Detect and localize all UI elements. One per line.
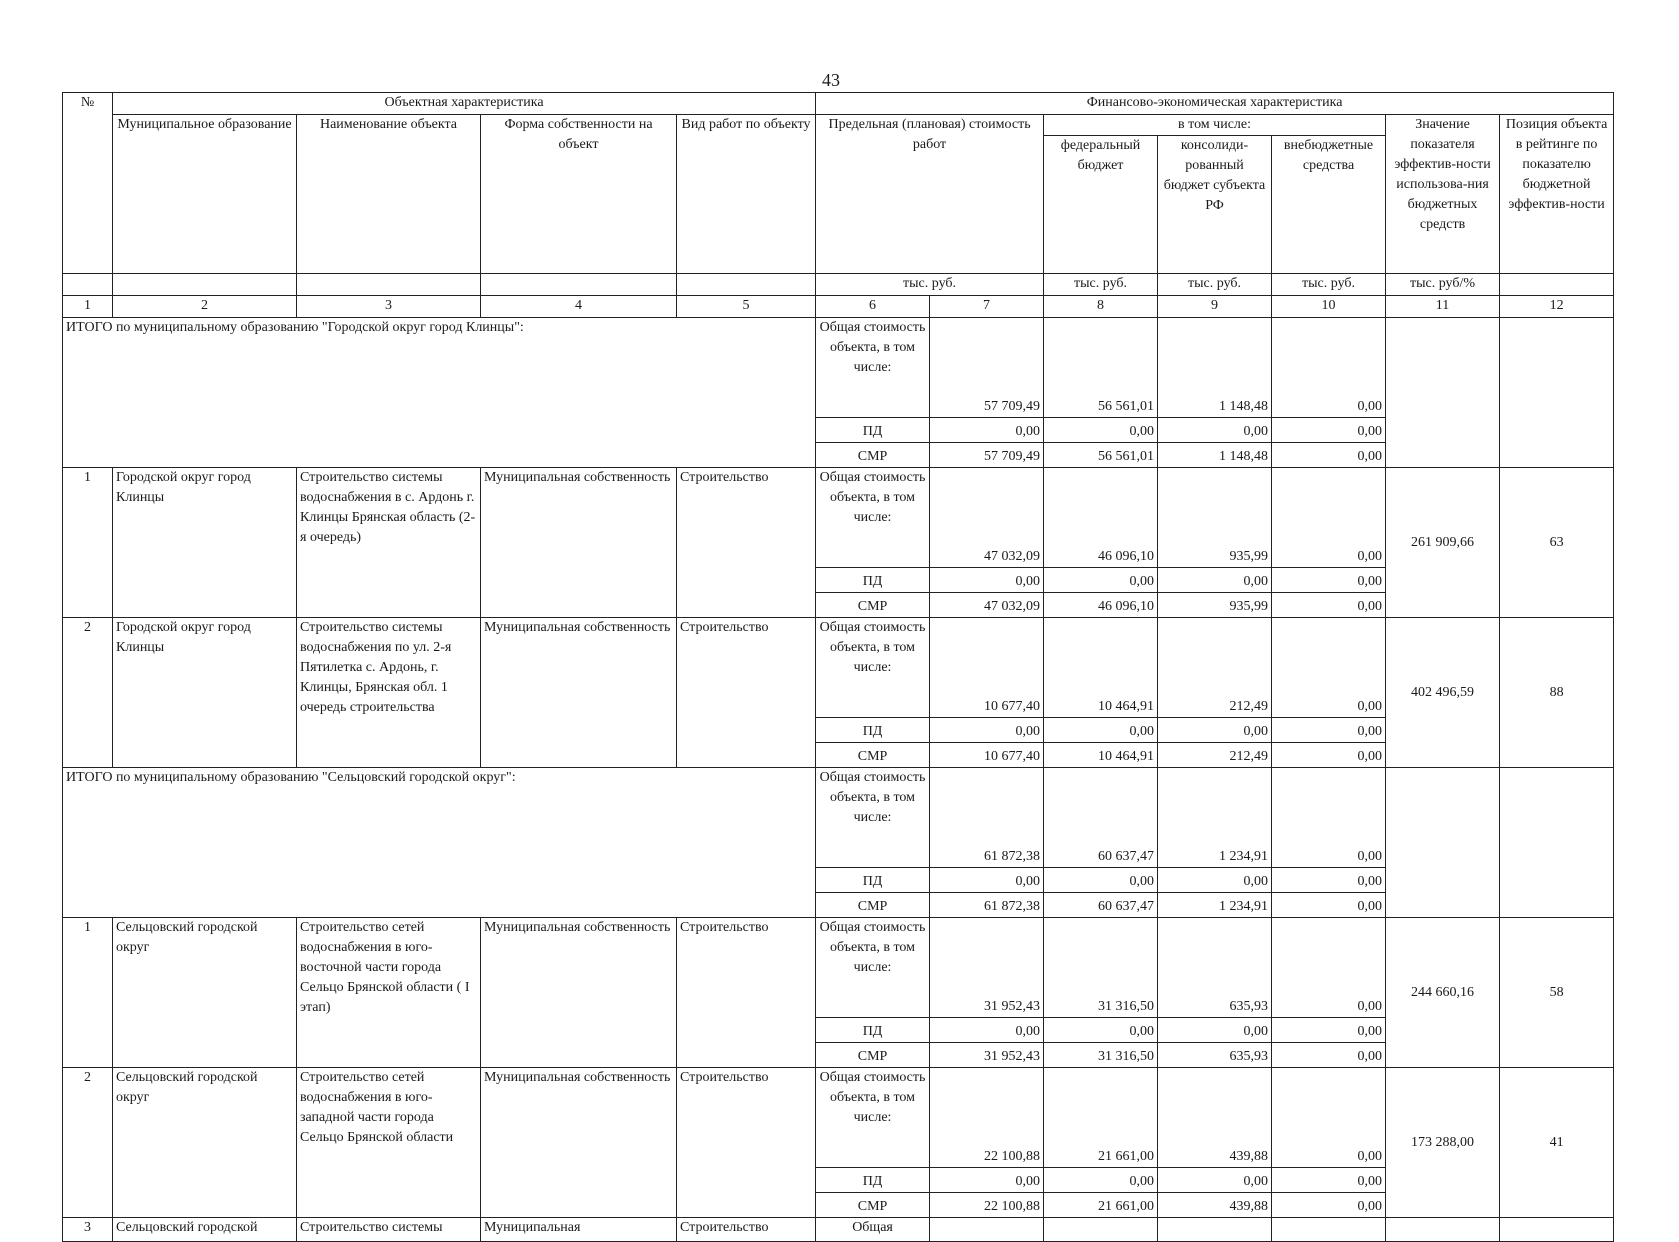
page-number: 43 (822, 70, 840, 90)
federal-value: 31 316,50 (1044, 918, 1158, 1018)
limit-cost-value: 61 872,38 (930, 893, 1044, 918)
column-number: 9 (1158, 296, 1272, 318)
federal-value: 56 561,01 (1044, 443, 1158, 468)
municipality-cell: Городской округ город Клинцы (113, 468, 297, 618)
efficiency-empty (1386, 318, 1500, 468)
limit-cost-value: 0,00 (930, 718, 1044, 743)
unit-consolidated: тыс. руб. (1158, 274, 1272, 296)
smr-label: СМР (816, 1043, 930, 1068)
municipality-cell: Сельцовский городской округ (113, 1068, 297, 1218)
header-extrabudget: внебюджетные средства (1272, 136, 1386, 274)
table-row (63, 1218, 1614, 1242)
extrabudget-value: 0,00 (1272, 918, 1386, 1018)
header-efficiency: Значение показателя эффектив-ности использова-ния бюджетных средств (1386, 115, 1500, 274)
column-number: 1 (63, 296, 113, 318)
section-title: ИТОГО по муниципальному образованию "Городской округ город Клинцы": (63, 318, 816, 468)
header-limit-cost: Предельная (плановая) стоимость работ (816, 115, 1044, 274)
consolidated-value: 0,00 (1158, 718, 1272, 743)
consolidated-value: 1 148,48 (1158, 318, 1272, 418)
limit-cost-value: 47 032,09 (930, 593, 1044, 618)
extrabudget-value: 0,00 (1272, 568, 1386, 593)
object-name-cell: Строительство сетей водоснабжения в юго-восточной части города Сельцо Брянской области ( I этап) (297, 918, 481, 1068)
consolidated-value: 439,88 (1158, 1193, 1272, 1218)
rating-value: 41 (1500, 1068, 1614, 1218)
limit-cost-value: 31 952,43 (930, 1043, 1044, 1068)
ownership-cell: Муниципальная собственность (481, 1068, 677, 1218)
row-number: 1 (63, 918, 113, 1068)
header-consolidated: консолиди-рованный бюджет субъекта РФ (1158, 136, 1272, 274)
consolidated-value: 0,00 (1158, 568, 1272, 593)
smr-label: СМР (816, 893, 930, 918)
total-cost-label: Общая (816, 1218, 930, 1242)
federal-value: 0,00 (1044, 868, 1158, 893)
pd-label: ПД (816, 1168, 930, 1193)
extrabudget-value: 0,00 (1272, 1018, 1386, 1043)
federal-value: 0,00 (1044, 1168, 1158, 1193)
limit-cost-value: 31 952,43 (930, 918, 1044, 1018)
federal-value: 60 637,47 (1044, 768, 1158, 868)
consolidated-value: 0,00 (1158, 868, 1272, 893)
municipality-cell: Сельцовский городской (113, 1218, 297, 1242)
efficiency-empty (1386, 768, 1500, 918)
limit-cost-value: 57 709,49 (930, 443, 1044, 468)
rating-empty (1500, 768, 1614, 918)
extrabudget-value: 0,00 (1272, 1068, 1386, 1168)
limit-cost-value: 10 677,40 (930, 618, 1044, 718)
unit-extrabudget: тыс. руб. (1272, 274, 1386, 296)
federal-value: 56 561,01 (1044, 318, 1158, 418)
federal-value: 0,00 (1044, 418, 1158, 443)
total-cost-label: Общая стоимость объекта, в том числе: (816, 768, 930, 868)
pd-label: ПД (816, 1018, 930, 1043)
consolidated-value: 439,88 (1158, 1068, 1272, 1168)
smr-label: СМР (816, 743, 930, 768)
unit-efficiency: тыс. руб/% (1386, 274, 1500, 296)
row-number: 1 (63, 468, 113, 618)
pd-label: ПД (816, 718, 930, 743)
row-number: 2 (63, 1068, 113, 1218)
efficiency-value: 402 496,59 (1386, 618, 1500, 768)
table-row (63, 918, 1614, 1018)
extrabudget-value: 0,00 (1272, 868, 1386, 893)
limit-cost-value: 0,00 (930, 418, 1044, 443)
table-cell (1044, 1218, 1158, 1242)
federal-value: 60 637,47 (1044, 893, 1158, 918)
column-number: 5 (677, 296, 816, 318)
table-cell (1158, 1218, 1272, 1242)
ownership-cell: Муниципальная собственность (481, 918, 677, 1068)
table-row (63, 1068, 1614, 1168)
total-row (63, 318, 1614, 418)
column-number-row (63, 296, 1614, 318)
federal-value: 31 316,50 (1044, 1043, 1158, 1068)
column-number: 12 (1500, 296, 1614, 318)
smr-label: СМР (816, 443, 930, 468)
federal-value: 10 464,91 (1044, 618, 1158, 718)
work-type-cell: Строительство (677, 918, 816, 1068)
federal-value: 46 096,10 (1044, 468, 1158, 568)
column-number: 4 (481, 296, 677, 318)
header-including: в том числе: (1044, 115, 1386, 136)
ownership-cell: Муниципальная (481, 1218, 677, 1242)
column-number: 7 (930, 296, 1044, 318)
consolidated-value: 935,99 (1158, 593, 1272, 618)
limit-cost-value: 0,00 (930, 868, 1044, 893)
consolidated-value: 635,93 (1158, 918, 1272, 1018)
unit-federal: тыс. руб. (1044, 274, 1158, 296)
object-name-cell: Строительство системы водоснабжения по ул. 2-я Пятилетка с. Ардонь, г. Клинцы, Брянская обл. 1 очередь строительства (297, 618, 481, 768)
object-name-cell: Строительство сетей водоснабжения в юго-западной части города Сельцо Брянской области (297, 1068, 481, 1218)
consolidated-value: 0,00 (1158, 1168, 1272, 1193)
extrabudget-value: 0,00 (1272, 318, 1386, 418)
smr-label: СМР (816, 1193, 930, 1218)
limit-cost-value: 47 032,09 (930, 468, 1044, 568)
extrabudget-value: 0,00 (1272, 718, 1386, 743)
extrabudget-value: 0,00 (1272, 443, 1386, 468)
header-object-group: Объектная характеристика (113, 93, 816, 115)
total-row (63, 768, 1614, 868)
limit-cost-value: 22 100,88 (930, 1193, 1044, 1218)
row-number: 2 (63, 618, 113, 768)
limit-cost-value: 22 100,88 (930, 1068, 1044, 1168)
table-row (63, 468, 1614, 568)
ownership-cell: Муниципальная собственность (481, 468, 677, 618)
pd-label: ПД (816, 418, 930, 443)
efficiency-value: 244 660,16 (1386, 918, 1500, 1068)
rating-value: 63 (1500, 468, 1614, 618)
efficiency-value: 173 288,00 (1386, 1068, 1500, 1218)
total-cost-label: Общая стоимость объекта, в том числе: (816, 1068, 930, 1168)
table-cell (1386, 1218, 1500, 1242)
extrabudget-value: 0,00 (1272, 468, 1386, 568)
limit-cost-value: 0,00 (930, 568, 1044, 593)
work-type-cell: Строительство (677, 1068, 816, 1218)
column-number: 2 (113, 296, 297, 318)
extrabudget-value: 0,00 (1272, 418, 1386, 443)
federal-value: 46 096,10 (1044, 593, 1158, 618)
federal-value: 10 464,91 (1044, 743, 1158, 768)
table-cell (1500, 1218, 1614, 1242)
extrabudget-value: 0,00 (1272, 618, 1386, 718)
table-cell (1272, 1218, 1386, 1242)
column-number: 11 (1386, 296, 1500, 318)
limit-cost-value: 57 709,49 (930, 318, 1044, 418)
header-rating: Позиция объекта в рейтинге по показателю бюджетной эффектив-ности (1500, 115, 1614, 274)
federal-value: 21 661,00 (1044, 1068, 1158, 1168)
consolidated-value: 1 234,91 (1158, 768, 1272, 868)
pd-label: ПД (816, 568, 930, 593)
rating-value: 88 (1500, 618, 1614, 768)
federal-value: 0,00 (1044, 718, 1158, 743)
header-ownership: Форма собственности на объект (481, 115, 677, 274)
ownership-cell: Муниципальная собственность (481, 618, 677, 768)
limit-cost-value: 0,00 (930, 1168, 1044, 1193)
pd-label: ПД (816, 868, 930, 893)
header-finance-group: Финансово-экономическая характеристика (816, 93, 1614, 115)
extrabudget-value: 0,00 (1272, 893, 1386, 918)
section-title: ИТОГО по муниципальному образованию "Сельцовский городской округ": (63, 768, 816, 918)
federal-value: 0,00 (1044, 568, 1158, 593)
total-cost-label: Общая стоимость объекта, в том числе: (816, 618, 930, 718)
table-row (63, 618, 1614, 718)
total-cost-label: Общая стоимость объекта, в том числе: (816, 918, 930, 1018)
header-work-type: Вид работ по объекту (677, 115, 816, 274)
extrabudget-value: 0,00 (1272, 593, 1386, 618)
consolidated-value: 212,49 (1158, 618, 1272, 718)
consolidated-value: 635,93 (1158, 1043, 1272, 1068)
rating-value: 58 (1500, 918, 1614, 1068)
object-name-cell: Строительство системы (297, 1218, 481, 1242)
consolidated-value: 0,00 (1158, 418, 1272, 443)
municipality-cell: Городской округ город Клинцы (113, 618, 297, 768)
municipality-cell: Сельцовский городской округ (113, 918, 297, 1068)
header-object-name: Наименование объекта (297, 115, 481, 274)
header-municipality: Муниципальное образование (113, 115, 297, 274)
object-name-cell: Строительство системы водоснабжения в с. Ардонь г. Клинцы Брянская область (2-я очередь) (297, 468, 481, 618)
consolidated-value: 1 148,48 (1158, 443, 1272, 468)
efficiency-value: 261 909,66 (1386, 468, 1500, 618)
extrabudget-value: 0,00 (1272, 1168, 1386, 1193)
header-no: № (63, 93, 113, 274)
extrabudget-value: 0,00 (1272, 1043, 1386, 1068)
federal-value: 21 661,00 (1044, 1193, 1158, 1218)
work-type-cell: Строительство (677, 468, 816, 618)
column-number: 3 (297, 296, 481, 318)
table-cell (930, 1218, 1044, 1242)
total-cost-label: Общая стоимость объекта, в том числе: (816, 318, 930, 418)
budget-efficiency-table (62, 92, 1614, 1242)
header-federal: федеральный бюджет (1044, 136, 1158, 274)
work-type-cell: Строительство (677, 1218, 816, 1242)
column-number: 10 (1272, 296, 1386, 318)
limit-cost-value: 61 872,38 (930, 768, 1044, 868)
consolidated-value: 1 234,91 (1158, 893, 1272, 918)
limit-cost-value: 10 677,40 (930, 743, 1044, 768)
row-number: 3 (63, 1218, 113, 1242)
federal-value: 0,00 (1044, 1018, 1158, 1043)
extrabudget-value: 0,00 (1272, 1193, 1386, 1218)
total-cost-label: Общая стоимость объекта, в том числе: (816, 468, 930, 568)
extrabudget-value: 0,00 (1272, 768, 1386, 868)
column-number: 6 (816, 296, 930, 318)
consolidated-value: 0,00 (1158, 1018, 1272, 1043)
limit-cost-value: 0,00 (930, 1018, 1044, 1043)
unit-limit-cost: тыс. руб. (816, 274, 1044, 296)
rating-empty (1500, 318, 1614, 468)
column-number: 8 (1044, 296, 1158, 318)
work-type-cell: Строительство (677, 618, 816, 768)
consolidated-value: 935,99 (1158, 468, 1272, 568)
consolidated-value: 212,49 (1158, 743, 1272, 768)
smr-label: СМР (816, 593, 930, 618)
extrabudget-value: 0,00 (1272, 743, 1386, 768)
